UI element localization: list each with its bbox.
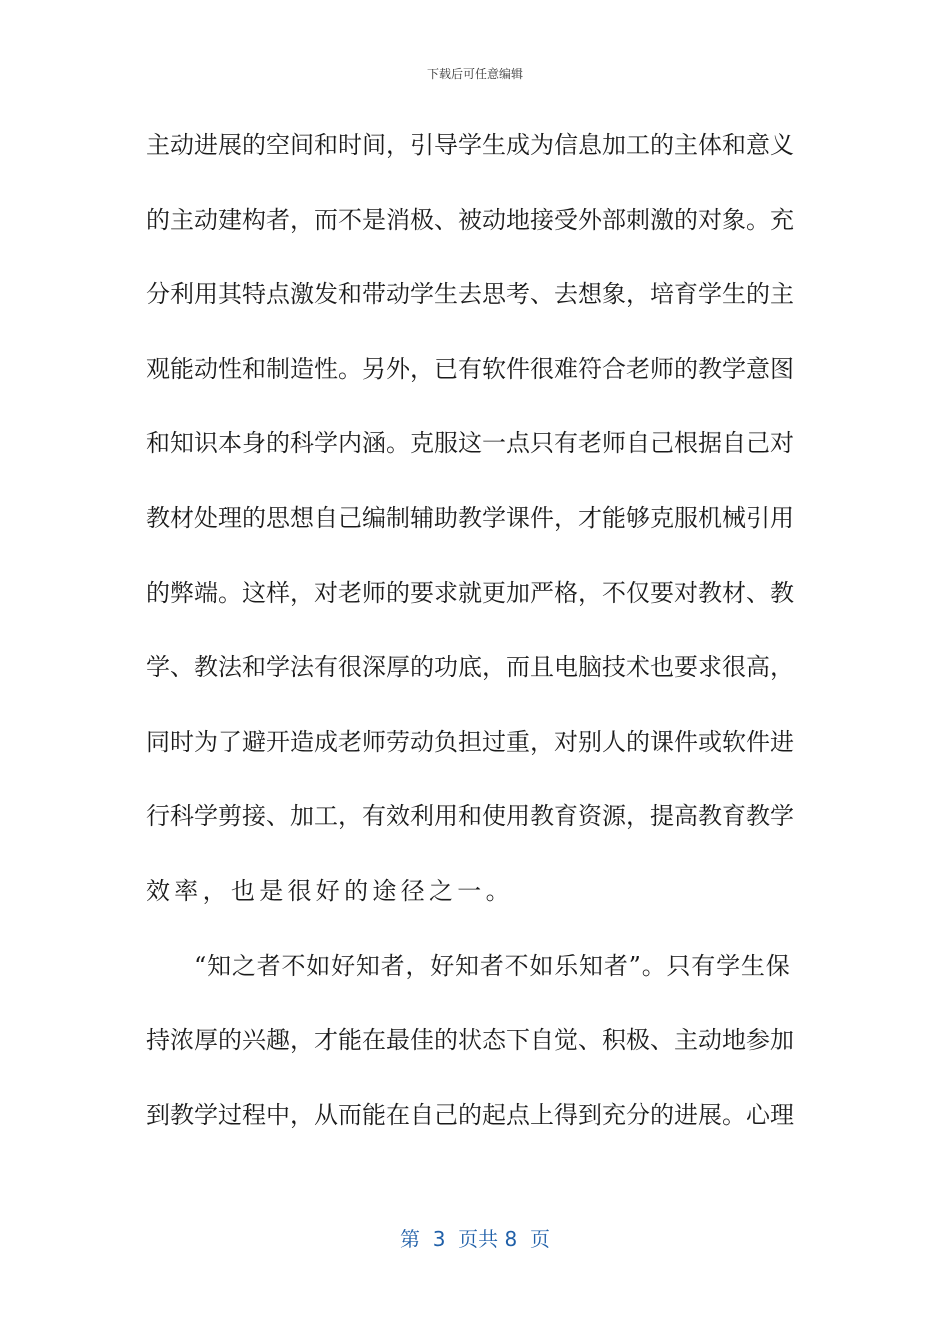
text-line: 的 弊 端 。 这 样 ， 对 老 师 的 要 求 就 更 加 严 格 ， 不 仅 要 对 教 材 、 教 (146, 578, 794, 607)
text-line: 的 主 动 建 构 者 ， 而 不 是 消 极 、 被 动 地 接 受 外 部 刺 激 的 对 象 。 充 (146, 205, 794, 234)
body-text (146, 120, 794, 1164)
text-line: 持 浓 厚 的 兴 趣 ， 才 能 在 最 佳 的 状 态 下 自 觉 、 积 极 、 主 动 地 参 加 (146, 1026, 794, 1055)
text-line: 行 科 学 剪 接 、 加 工 ， 有 效 利 用 和 使 用 教 育 资 源 ， 提 高 教 育 教 学 (146, 802, 794, 831)
page-header: 下载后可任意编辑 (426, 67, 523, 81)
text-line: 学 、 教 法 和 学 法 有 很 深 厚 的 功 底 ， 而 且 电 脑 技 术 也 要 求 很 高 ， (146, 653, 794, 682)
text-line: 同 时 为 了 避 开 造 成 老 师 劳 动 负 担 过 重 ， 对 别 人 的 课 件 或 软 件 进 (146, 727, 794, 756)
text-line: “ 知 之 者 不 如 好 知 者 ， 好 知 者 不 如 乐 知 者 ” 。 只 有 学 生 保 (194, 951, 790, 980)
text-line: 到 教 学 过 程 中 ， 从 而 能 在 自 己 的 起 点 上 得 到 充 分 的 进 展 。 心 理 (146, 1100, 794, 1129)
text-line: 教 材 处 理 的 思 想 自 己 编 制 辅 助 教 学 课 件 ， 才 能 够 克 服 机 械 引 用 (146, 503, 794, 532)
text-line: 分 利 用 其 特 点 激 发 和 带 动 学 生 去 思 考 、 去 想 象 ， 培 育 学 生 的 主 (146, 280, 794, 309)
text-line: 效率，也是很好的途径之一。 (146, 876, 514, 905)
text-line: 主 动 进 展 的 空 间 和 时 间 ， 引 导 学 生 成 为 信 息 加 工 的 主 体 和 意 义 (146, 131, 794, 159)
page-footer: 第 3 页共 8 页 (400, 1227, 550, 1251)
text-line: 和 知 识 本 身 的 科 学 内 涵 。 克 服 这 一 点 只 有 老 师 自 己 根 据 自 己 对 (146, 429, 794, 458)
text-line: 观 能 动 性 和 制 造 性 。 另 外 ， 已 有 软 件 很 难 符 合 老 师 的 教 学 意 图 (146, 354, 794, 383)
